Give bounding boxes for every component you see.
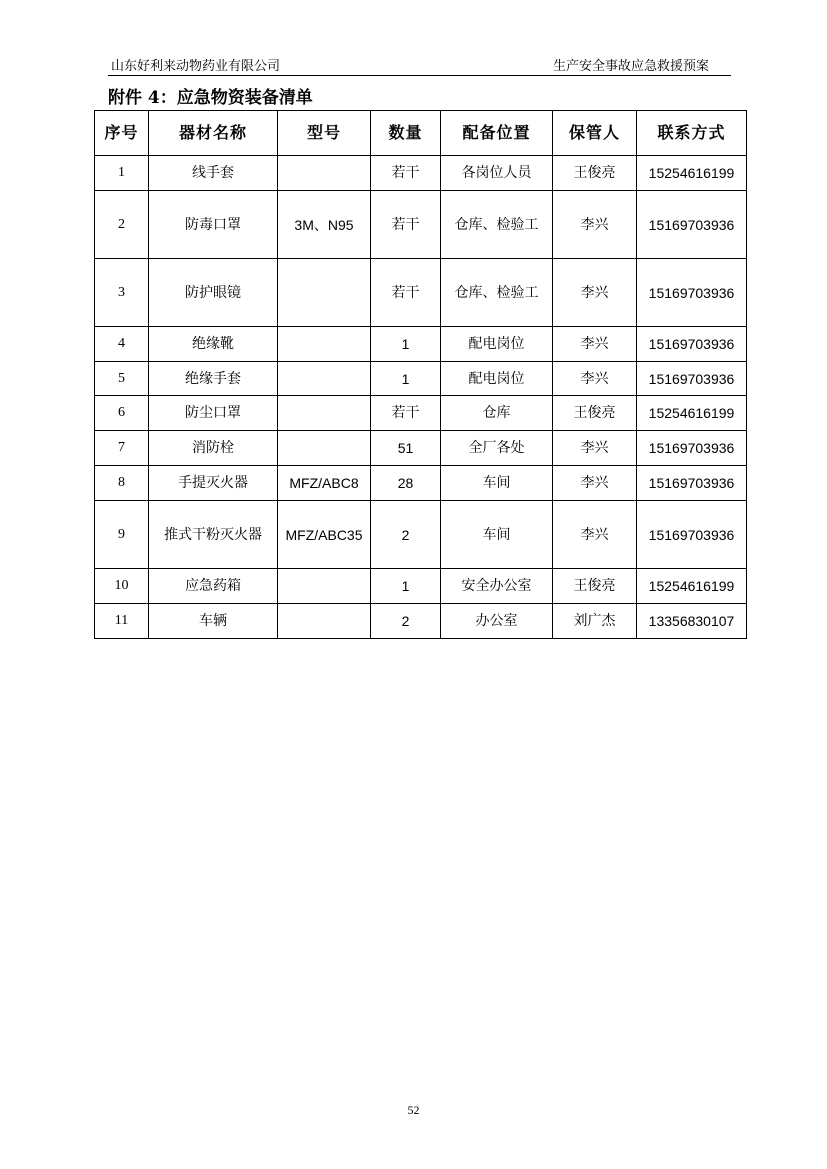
cell-name: 防毒口罩	[149, 191, 278, 259]
table-row	[95, 191, 747, 259]
cell-name: 手提灭火器	[149, 466, 278, 501]
cell-keeper: 李兴	[553, 362, 637, 396]
cell-keeper: 王俊亮	[553, 156, 637, 191]
table-row	[95, 501, 747, 569]
cell-model	[278, 156, 371, 191]
cell-model	[278, 327, 371, 362]
column-header-name: 器材名称	[149, 111, 278, 156]
cell-location: 配电岗位	[441, 362, 553, 396]
cell-location: 各岗位人员	[441, 156, 553, 191]
cell-no: 8	[95, 466, 149, 501]
cell-name: 应急药箱	[149, 569, 278, 604]
cell-name: 防尘口罩	[149, 396, 278, 431]
cell-quantity: 2	[371, 501, 441, 569]
cell-model	[278, 259, 371, 327]
table-header-row	[95, 111, 747, 156]
cell-contact: 15254616199	[637, 156, 747, 191]
cell-keeper: 李兴	[553, 501, 637, 569]
cell-model: MFZ/ABC35	[278, 501, 371, 569]
cell-model	[278, 604, 371, 639]
cell-contact: 15169703936	[637, 327, 747, 362]
cell-no: 9	[95, 501, 149, 569]
cell-name: 防护眼镜	[149, 259, 278, 327]
table-row	[95, 156, 747, 191]
cell-keeper: 王俊亮	[553, 569, 637, 604]
table-row	[95, 362, 747, 396]
cell-quantity: 2	[371, 604, 441, 639]
header-company: 山东好利来动物药业有限公司	[111, 59, 281, 74]
page-title: 附件 4：应急物资装备清单	[108, 88, 313, 108]
cell-location: 安全办公室	[441, 569, 553, 604]
table-row	[95, 604, 747, 639]
cell-contact: 15169703936	[637, 362, 747, 396]
cell-no: 3	[95, 259, 149, 327]
header-rule	[108, 75, 731, 76]
column-header-contact: 联系方式	[637, 111, 747, 156]
cell-no: 11	[95, 604, 149, 639]
cell-location: 全厂各处	[441, 431, 553, 466]
cell-model: MFZ/ABC8	[278, 466, 371, 501]
cell-location: 仓库、检验工	[441, 191, 553, 259]
cell-keeper: 李兴	[553, 431, 637, 466]
header-document-name: 生产安全事故应急救援预案	[552, 59, 709, 74]
cell-model: 3M、N95	[278, 191, 371, 259]
cell-no: 10	[95, 569, 149, 604]
cell-contact: 15169703936	[637, 259, 747, 327]
cell-quantity: 28	[371, 466, 441, 501]
table-row	[95, 327, 747, 362]
column-header-keeper: 保管人	[553, 111, 637, 156]
cell-no: 2	[95, 191, 149, 259]
table-row	[95, 396, 747, 431]
cell-no: 7	[95, 431, 149, 466]
cell-name: 线手套	[149, 156, 278, 191]
cell-quantity: 1	[371, 569, 441, 604]
cell-keeper: 李兴	[553, 327, 637, 362]
column-header-model: 型号	[278, 111, 371, 156]
equipment-table	[94, 110, 747, 639]
cell-model	[278, 431, 371, 466]
cell-location: 车间	[441, 501, 553, 569]
cell-quantity: 51	[371, 431, 441, 466]
cell-keeper: 李兴	[553, 466, 637, 501]
cell-contact: 15254616199	[637, 396, 747, 431]
cell-quantity: 若干	[371, 396, 441, 431]
cell-name: 推式干粉灭火器	[149, 501, 278, 569]
column-header-no: 序号	[95, 111, 149, 156]
cell-quantity: 若干	[371, 259, 441, 327]
cell-no: 1	[95, 156, 149, 191]
cell-model	[278, 569, 371, 604]
cell-name: 绝缘靴	[149, 327, 278, 362]
cell-location: 仓库、检验工	[441, 259, 553, 327]
cell-contact: 15169703936	[637, 466, 747, 501]
cell-no: 4	[95, 327, 149, 362]
cell-keeper: 李兴	[553, 259, 637, 327]
cell-name: 车辆	[149, 604, 278, 639]
cell-model	[278, 362, 371, 396]
cell-location: 仓库	[441, 396, 553, 431]
cell-name: 消防栓	[149, 431, 278, 466]
column-header-location: 配备位置	[441, 111, 553, 156]
cell-quantity: 若干	[371, 156, 441, 191]
table-row	[95, 466, 747, 501]
cell-quantity: 1	[371, 327, 441, 362]
table-row	[95, 431, 747, 466]
cell-location: 办公室	[441, 604, 553, 639]
cell-quantity: 若干	[371, 191, 441, 259]
cell-no: 6	[95, 396, 149, 431]
cell-keeper: 李兴	[553, 191, 637, 259]
page-number: 52	[407, 1103, 420, 1117]
cell-contact: 15169703936	[637, 431, 747, 466]
cell-no: 5	[95, 362, 149, 396]
column-header-quantity: 数量	[371, 111, 441, 156]
cell-contact: 15169703936	[637, 191, 747, 259]
cell-location: 配电岗位	[441, 327, 553, 362]
cell-quantity: 1	[371, 362, 441, 396]
cell-keeper: 刘广杰	[553, 604, 637, 639]
cell-keeper: 王俊亮	[553, 396, 637, 431]
table-row	[95, 259, 747, 327]
table-row	[95, 569, 747, 604]
cell-model	[278, 396, 371, 431]
cell-contact: 13356830107	[637, 604, 747, 639]
cell-contact: 15254616199	[637, 569, 747, 604]
cell-location: 车间	[441, 466, 553, 501]
cell-contact: 15169703936	[637, 501, 747, 569]
cell-name: 绝缘手套	[149, 362, 278, 396]
